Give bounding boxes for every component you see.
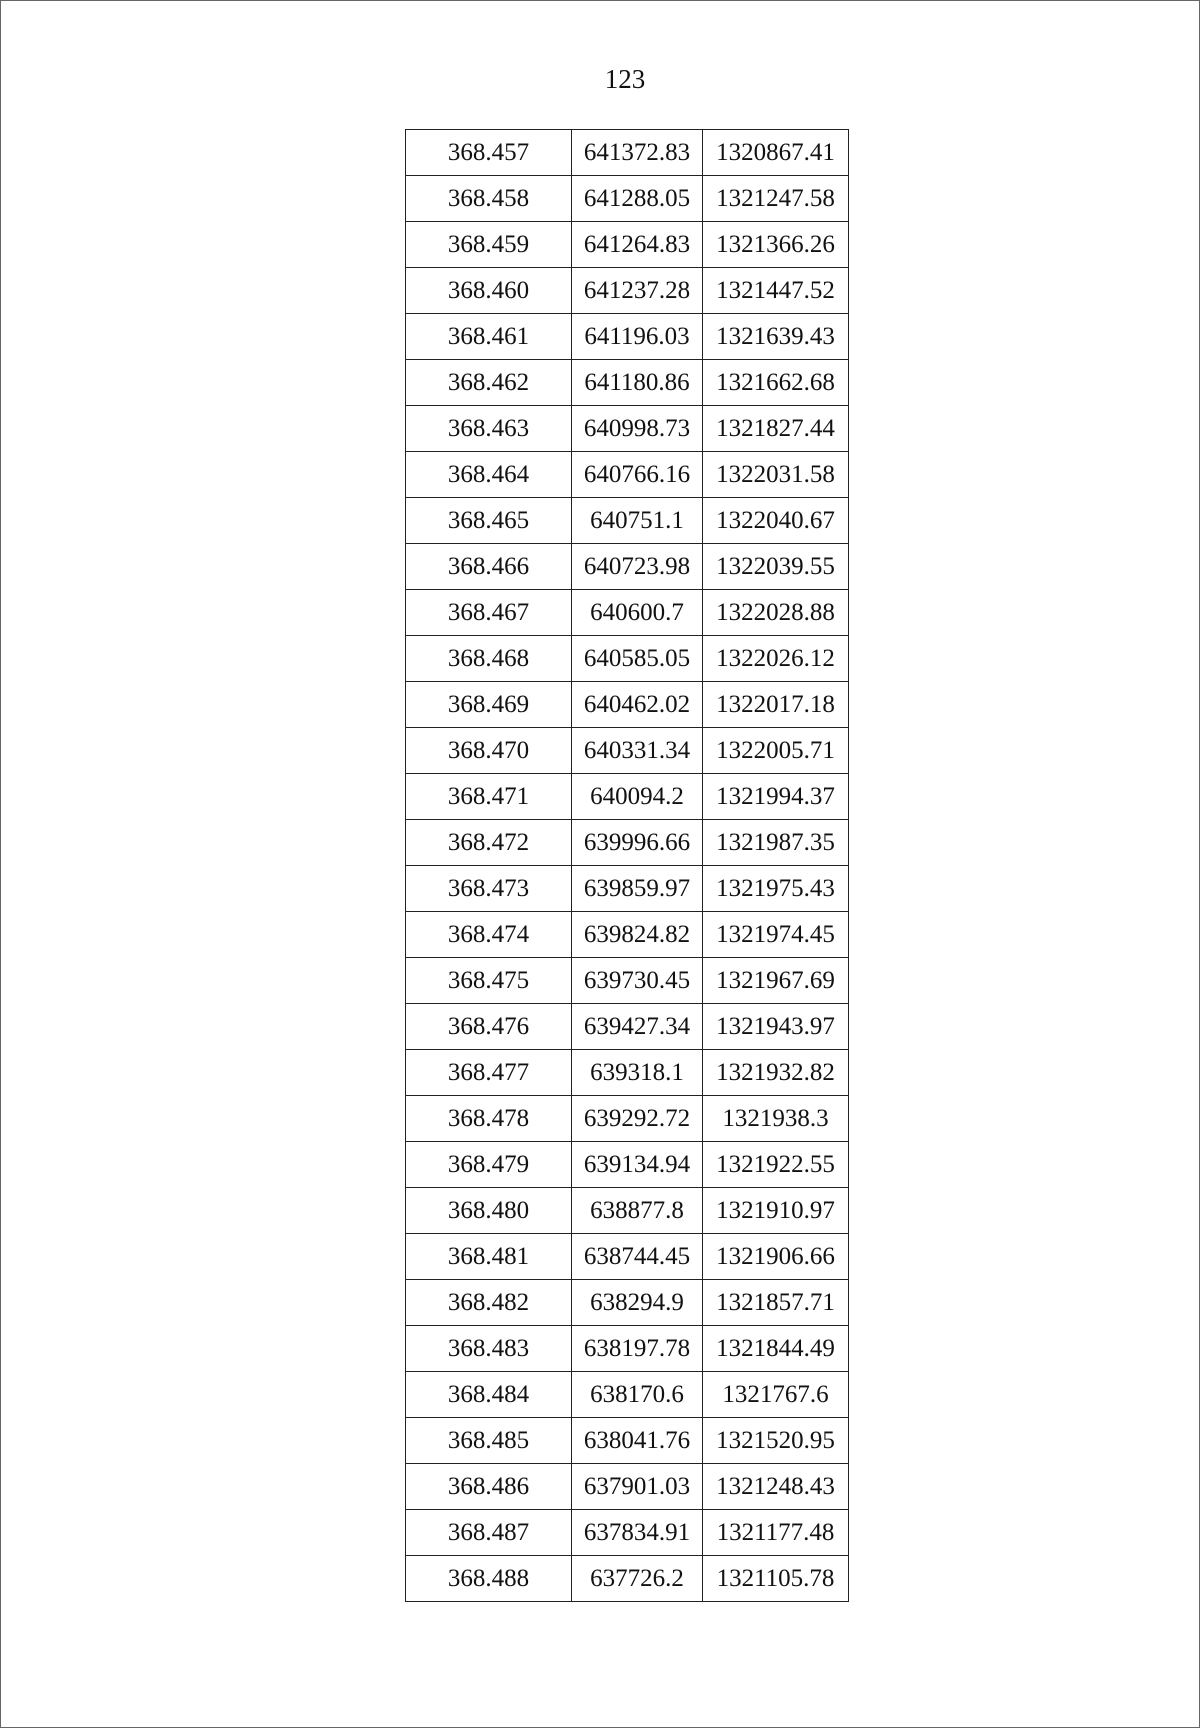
table-row — [406, 912, 849, 958]
point-id-cell: 368.466 — [406, 544, 572, 590]
x-coordinate-cell: 638877.8 — [572, 1188, 703, 1234]
point-id-cell: 368.458 — [406, 176, 572, 222]
point-id-cell: 368.470 — [406, 728, 572, 774]
y-coordinate-cell: 1321520.95 — [703, 1418, 849, 1464]
point-id-cell: 368.477 — [406, 1050, 572, 1096]
table-row — [406, 360, 849, 406]
table-row — [406, 1004, 849, 1050]
table-row — [406, 1142, 849, 1188]
x-coordinate-cell: 639730.45 — [572, 958, 703, 1004]
y-coordinate-cell: 1322031.58 — [703, 452, 849, 498]
y-coordinate-cell: 1321857.71 — [703, 1280, 849, 1326]
table-row — [406, 1188, 849, 1234]
table-row — [406, 958, 849, 1004]
table-row — [406, 268, 849, 314]
x-coordinate-cell: 639996.66 — [572, 820, 703, 866]
y-coordinate-cell: 1322026.12 — [703, 636, 849, 682]
x-coordinate-cell: 639859.97 — [572, 866, 703, 912]
y-coordinate-cell: 1321943.97 — [703, 1004, 849, 1050]
y-coordinate-cell: 1321447.52 — [703, 268, 849, 314]
x-coordinate-cell: 640331.34 — [572, 728, 703, 774]
y-coordinate-cell: 1322017.18 — [703, 682, 849, 728]
table-row — [406, 1234, 849, 1280]
y-coordinate-cell: 1321987.35 — [703, 820, 849, 866]
y-coordinate-cell: 1321177.48 — [703, 1510, 849, 1556]
x-coordinate-cell: 638041.76 — [572, 1418, 703, 1464]
table-row — [406, 682, 849, 728]
table-row — [406, 1050, 849, 1096]
x-coordinate-cell: 640751.1 — [572, 498, 703, 544]
table-row — [406, 1556, 849, 1602]
x-coordinate-cell: 639292.72 — [572, 1096, 703, 1142]
point-id-cell: 368.457 — [406, 130, 572, 176]
x-coordinate-cell: 637726.2 — [572, 1556, 703, 1602]
y-coordinate-cell: 1321967.69 — [703, 958, 849, 1004]
x-coordinate-cell: 639427.34 — [572, 1004, 703, 1050]
point-id-cell: 368.473 — [406, 866, 572, 912]
table-row — [406, 176, 849, 222]
point-id-cell: 368.461 — [406, 314, 572, 360]
y-coordinate-cell: 1321932.82 — [703, 1050, 849, 1096]
table-row — [406, 544, 849, 590]
point-id-cell: 368.485 — [406, 1418, 572, 1464]
point-id-cell: 368.483 — [406, 1326, 572, 1372]
point-id-cell: 368.469 — [406, 682, 572, 728]
x-coordinate-cell: 639824.82 — [572, 912, 703, 958]
point-id-cell: 368.468 — [406, 636, 572, 682]
x-coordinate-cell: 641372.83 — [572, 130, 703, 176]
point-id-cell: 368.486 — [406, 1464, 572, 1510]
point-id-cell: 368.464 — [406, 452, 572, 498]
table-row — [406, 1372, 849, 1418]
table-row — [406, 1510, 849, 1556]
y-coordinate-cell: 1321844.49 — [703, 1326, 849, 1372]
x-coordinate-cell: 639318.1 — [572, 1050, 703, 1096]
table-row — [406, 728, 849, 774]
table-row — [406, 1326, 849, 1372]
y-coordinate-cell: 1321910.97 — [703, 1188, 849, 1234]
y-coordinate-cell: 1321767.6 — [703, 1372, 849, 1418]
y-coordinate-cell: 1321938.3 — [703, 1096, 849, 1142]
table-row — [406, 406, 849, 452]
y-coordinate-cell: 1321974.45 — [703, 912, 849, 958]
point-id-cell: 368.480 — [406, 1188, 572, 1234]
x-coordinate-cell: 638744.45 — [572, 1234, 703, 1280]
x-coordinate-cell: 638294.9 — [572, 1280, 703, 1326]
x-coordinate-cell: 640766.16 — [572, 452, 703, 498]
y-coordinate-cell: 1321366.26 — [703, 222, 849, 268]
x-coordinate-cell: 641264.83 — [572, 222, 703, 268]
table-row — [406, 636, 849, 682]
x-coordinate-cell: 641237.28 — [572, 268, 703, 314]
y-coordinate-cell: 1321662.68 — [703, 360, 849, 406]
point-id-cell: 368.462 — [406, 360, 572, 406]
point-id-cell: 368.478 — [406, 1096, 572, 1142]
point-id-cell: 368.484 — [406, 1372, 572, 1418]
y-coordinate-cell: 1322028.88 — [703, 590, 849, 636]
y-coordinate-cell: 1321248.43 — [703, 1464, 849, 1510]
table-row — [406, 774, 849, 820]
y-coordinate-cell: 1321827.44 — [703, 406, 849, 452]
x-coordinate-cell: 640094.2 — [572, 774, 703, 820]
point-id-cell: 368.475 — [406, 958, 572, 1004]
point-id-cell: 368.476 — [406, 1004, 572, 1050]
y-coordinate-cell: 1322040.67 — [703, 498, 849, 544]
point-id-cell: 368.463 — [406, 406, 572, 452]
x-coordinate-cell: 641288.05 — [572, 176, 703, 222]
table-row — [406, 498, 849, 544]
y-coordinate-cell: 1321975.43 — [703, 866, 849, 912]
y-coordinate-cell: 1321105.78 — [703, 1556, 849, 1602]
y-coordinate-cell: 1321639.43 — [703, 314, 849, 360]
x-coordinate-cell: 640600.7 — [572, 590, 703, 636]
point-id-cell: 368.482 — [406, 1280, 572, 1326]
point-id-cell: 368.487 — [406, 1510, 572, 1556]
y-coordinate-cell: 1320867.41 — [703, 130, 849, 176]
x-coordinate-cell: 637901.03 — [572, 1464, 703, 1510]
y-coordinate-cell: 1321906.66 — [703, 1234, 849, 1280]
point-id-cell: 368.474 — [406, 912, 572, 958]
table-row — [406, 130, 849, 176]
table-row — [406, 866, 849, 912]
y-coordinate-cell: 1322005.71 — [703, 728, 849, 774]
y-coordinate-cell: 1321922.55 — [703, 1142, 849, 1188]
point-id-cell: 368.481 — [406, 1234, 572, 1280]
point-id-cell: 368.472 — [406, 820, 572, 866]
table-row — [406, 820, 849, 866]
table-row — [406, 452, 849, 498]
page-number: 123 — [604, 64, 646, 94]
coordinate-table — [405, 129, 849, 1602]
x-coordinate-cell: 637834.91 — [572, 1510, 703, 1556]
point-id-cell: 368.479 — [406, 1142, 572, 1188]
point-id-cell: 368.465 — [406, 498, 572, 544]
x-coordinate-cell: 640723.98 — [572, 544, 703, 590]
x-coordinate-cell: 641180.86 — [572, 360, 703, 406]
table-row — [406, 1280, 849, 1326]
coordinate-table-container — [405, 129, 849, 1602]
table-row — [406, 1418, 849, 1464]
y-coordinate-cell: 1321994.37 — [703, 774, 849, 820]
x-coordinate-cell: 639134.94 — [572, 1142, 703, 1188]
x-coordinate-cell: 640998.73 — [572, 406, 703, 452]
point-id-cell: 368.488 — [406, 1556, 572, 1602]
y-coordinate-cell: 1321247.58 — [703, 176, 849, 222]
table-row — [406, 222, 849, 268]
x-coordinate-cell: 638170.6 — [572, 1372, 703, 1418]
coordinate-table-body — [406, 130, 849, 1602]
table-row — [406, 1464, 849, 1510]
x-coordinate-cell: 640585.05 — [572, 636, 703, 682]
point-id-cell: 368.460 — [406, 268, 572, 314]
x-coordinate-cell: 640462.02 — [572, 682, 703, 728]
table-row — [406, 314, 849, 360]
y-coordinate-cell: 1322039.55 — [703, 544, 849, 590]
table-row — [406, 1096, 849, 1142]
table-row — [406, 590, 849, 636]
point-id-cell: 368.459 — [406, 222, 572, 268]
x-coordinate-cell: 641196.03 — [572, 314, 703, 360]
point-id-cell: 368.471 — [406, 774, 572, 820]
point-id-cell: 368.467 — [406, 590, 572, 636]
x-coordinate-cell: 638197.78 — [572, 1326, 703, 1372]
